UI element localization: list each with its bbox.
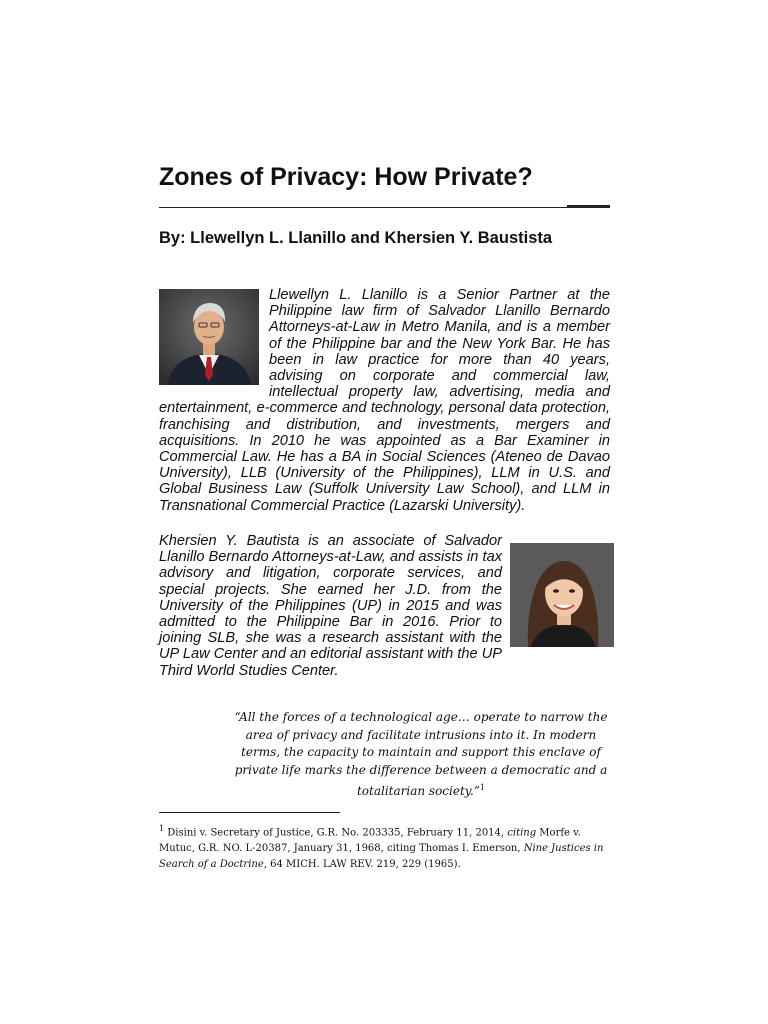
- author2-bio: Khersien Y. Bautista is an associate of Salvador Llanillo Bernardo Attorneys-at-Law, and assists in tax advisory and litigation, corporate services, and special projects. She earned her J.D. from the University of the Philippines (UP) in 2015 and was admitted to the Philippine Bar in 2016. Prior to joining SLB, she was a research assistant with the UP Law Center and an editorial assistant with the UP Third World Studies Center.: [159, 533, 502, 679]
- footnote-citing: citing: [507, 827, 537, 839]
- quote-text: “All the forces of a technological age… operate to narrow the area of privacy and facilitate intrusions into it. In modern terms, the capacity to maintain and support this enclave of private life marks the difference between a democratic and a totalitarian society.”: [234, 710, 608, 798]
- epigraph-quote: [225, 709, 617, 801]
- author2-photo: [510, 543, 614, 647]
- footnote-part1: Disini v. Secretary of Justice, G.R. No. 203335, February 11, 2014,: [164, 827, 508, 839]
- author2-section: [159, 533, 614, 679]
- footnote-separator: [159, 812, 340, 813]
- article-title: Zones of Privacy: How Private?: [159, 163, 533, 191]
- footnote: [159, 821, 611, 873]
- title-rule: [159, 207, 610, 208]
- footnote-part2: Morfe v. Mutuc, G.R. NO. L-20387, January 31, 1968, citing Thomas I. Emerson,: [159, 827, 581, 855]
- footnote-marker: 1: [159, 824, 165, 833]
- quote-footnote-ref[interactable]: 1: [479, 783, 486, 792]
- title-rule-accent: [567, 205, 610, 208]
- author1-section: [159, 287, 610, 514]
- footnote-book-title: Nine Justices in Search of a Doctrine: [159, 843, 604, 871]
- author1-bio: Llewellyn L. Llanillo is a Senior Partner at the Philippine law firm of Salvador Llanillo Bernardo Attorneys-at-Law in Metro Manila, and is a member of the Philippine bar and the New York Bar. He has been in law practice for more than 40 years, advising on corporate and commercial law, intellectual property law, advertising, media and entertainment, e-commerce and technology, personal data protection, franchising and distribution, and investments, mergers and acquisitions. In 2010 he was appointed as a Bar Examiner in Commercial Law. He has a BA in Social Sciences (Ateneo de Davao University), LLB (University of the Philippines), LLM in U.S. and Global Business Law (Suffolk University Law School), and LLM in Transnational Commercial Practice (Lazarski University).: [159, 287, 610, 514]
- author1-photo: [159, 289, 259, 385]
- footnote-part3: , 64 MICH. LAW REV. 219, 229 (1965).: [263, 859, 461, 871]
- byline: By: Llewellyn L. Llanillo and Khersien Y. Baustista: [159, 229, 553, 247]
